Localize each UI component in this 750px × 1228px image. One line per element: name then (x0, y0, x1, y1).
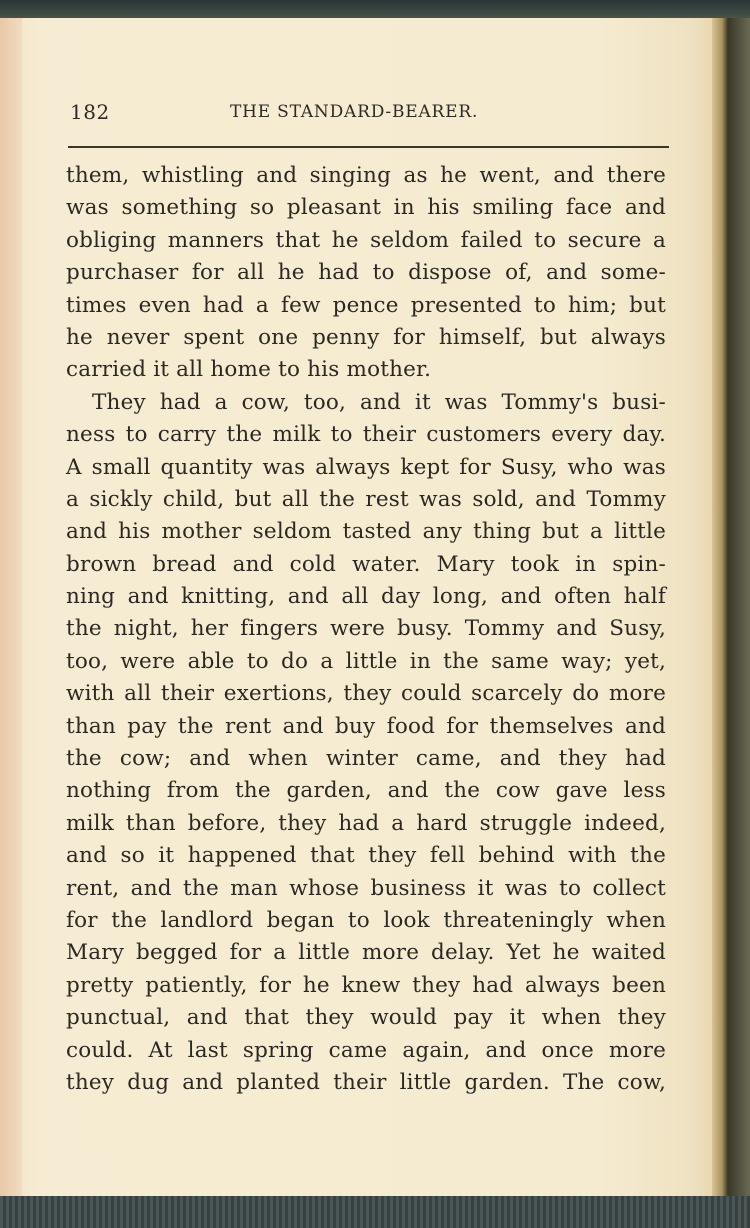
text-line: brown bread and cold water. Mary took in spin- (66, 551, 666, 577)
text-line: rent, and the man whose business it was to collect (66, 875, 666, 901)
text-line: with all their exertions, they could scarcely do more (66, 681, 666, 707)
text-line: could. At last spring came again, and once more (66, 1037, 666, 1063)
text-line: ning and knitting, and all day long, and often half (66, 584, 666, 610)
text-line: purchaser for all he had to dispose of, and some- (66, 260, 666, 286)
text-line: milk than before, they had a hard struggle indeed, (66, 810, 666, 836)
text-line: was something so pleasant in his smiling face and (66, 195, 666, 221)
text-line: the cow; and when winter came, and they had (66, 746, 666, 772)
text-line: the night, her fingers were busy. Tommy and Susy, (66, 616, 666, 642)
running-head: THE STANDARD-BEARER. (230, 102, 479, 122)
text-line: they dug and planted their little garden. The cow, (66, 1069, 666, 1095)
text-line: too, were able to do a little in the same way; yet, (66, 648, 666, 674)
book-gutter (712, 18, 750, 1198)
text-line: punctual, and that they would pay it when they (66, 1005, 666, 1031)
text-line: and his mother seldom tasted any thing but a little (66, 519, 666, 545)
text-line: carried it all home to his mother. (66, 357, 432, 383)
text-line: he never spent one penny for himself, but always (66, 324, 666, 350)
text-line: and so it happened that they fell behind with the (66, 843, 666, 869)
header-rule (68, 146, 669, 148)
text-line: pretty patiently, for he knew they had always been (66, 972, 666, 998)
book-bottom-edge (0, 1196, 750, 1228)
page-number: 182 (70, 100, 110, 124)
text-line: nothing from the garden, and the cow gave less (66, 778, 666, 804)
body-text (66, 160, 666, 1099)
text-line: times even had a few pence presented to him; but (66, 292, 666, 318)
text-line: than pay the rent and buy food for themselves and (66, 713, 666, 739)
text-line: ness to carry the milk to their customers every day. (66, 422, 666, 448)
text-line: Mary begged for a little more delay. Yet he waited (66, 940, 666, 966)
text-line: for the landlord began to look threateningly when (66, 907, 666, 933)
page-left-margin (0, 18, 22, 1198)
text-line: a sickly child, but all the rest was sold, and Tommy (66, 486, 666, 512)
page-header (70, 100, 670, 134)
text-line: obliging manners that he seldom failed to secure a (66, 227, 666, 253)
text-line: A small quantity was always kept for Susy, who was (66, 454, 666, 480)
text-line: them, whistling and singing as he went, and there (66, 163, 666, 188)
paragraph-start-line: They had a cow, too, and it was Tommy's busi- (92, 389, 666, 415)
